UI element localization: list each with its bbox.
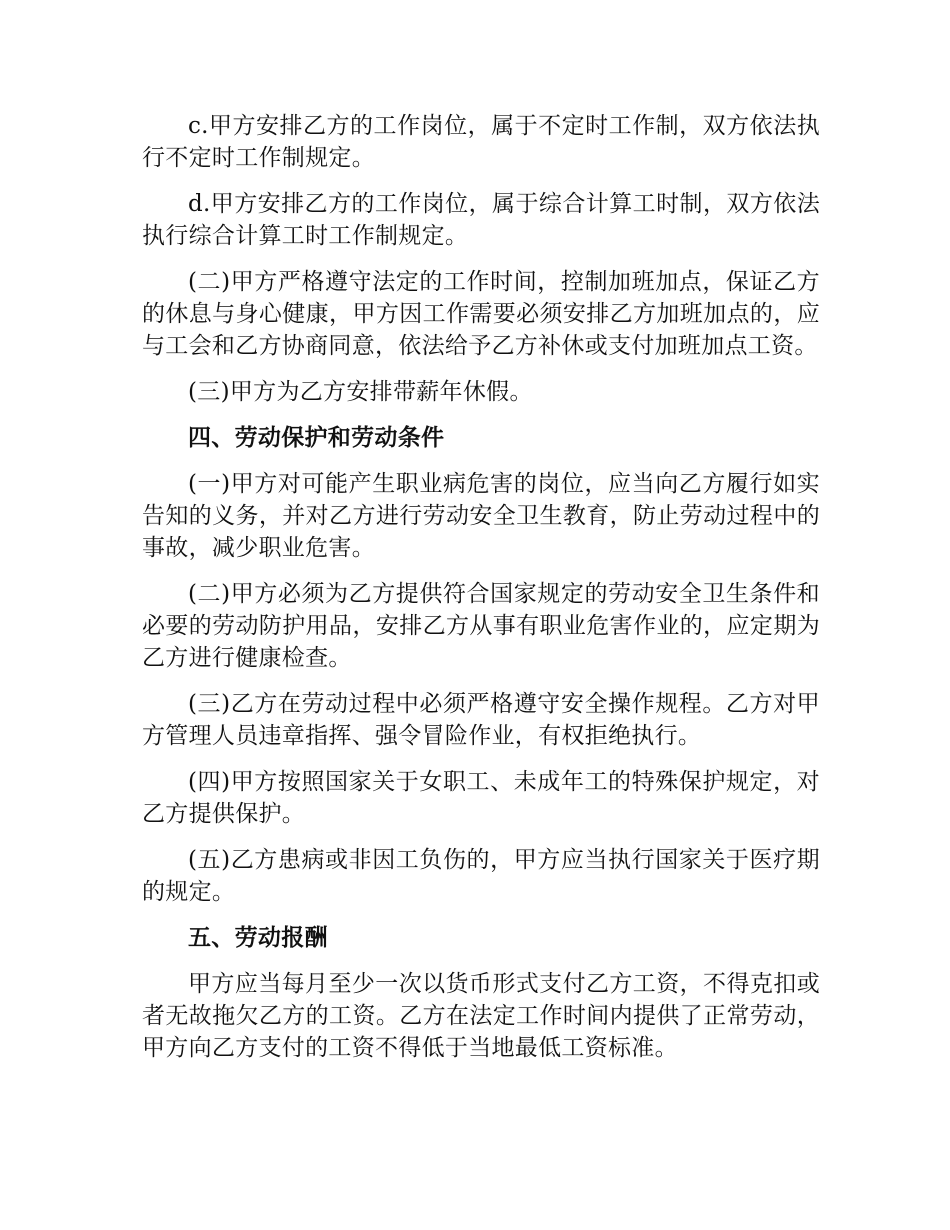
para-4-5-medical-period: (五)乙方患病或非因工负伤的，甲方应当执行国家关于医疗期的规定。 <box>142 847 820 905</box>
para-5-wages: 甲方应当每月至少一次以货币形式支付乙方工资，不得克扣或者无故拖欠乙方的工资。乙方在法定工作时间内提供了正常劳动，甲方向乙方支付的工资不得低于当地最低工资标准。 <box>142 971 820 1061</box>
section-heading-4: 四、劳动保护和劳动条件 <box>188 425 445 451</box>
para-4-4-special-protection: (四)甲方按照国家关于女职工、未成年工的特殊保护规定，对乙方提供保护。 <box>142 769 820 827</box>
para-3-paid-leave: (三)甲方为乙方安排带薪年休假。 <box>188 379 533 405</box>
para-2-overtime: (二)甲方严格遵守法定的工作时间，控制加班加点，保证乙方的休息与身心健康，甲方因工作需要必须安排乙方加班加点的，应与工会和乙方协商同意，依法给予乙方补休或支付加班加点工资。 <box>142 269 820 359</box>
para-c-irregular-hours: c.甲方安排乙方的工作岗位，属于不定时工作制，双方依法执行不定时工作制规定。 <box>142 113 820 171</box>
para-4-1-occupational-hazard: (一)甲方对可能产生职业病危害的岗位，应当向乙方履行如实告知的义务，并对乙方进行劳动安全卫生教育，防止劳动过程中的事故，减少职业危害。 <box>142 471 820 561</box>
para-d-comprehensive-hours: d.甲方安排乙方的工作岗位，属于综合计算工时制，双方依法执行综合计算工时工作制规定。 <box>142 191 820 249</box>
para-4-3-safety-rules: (三)乙方在劳动过程中必须严格遵守安全操作规程。乙方对甲方管理人员违章指挥、强令冒险作业，有权拒绝执行。 <box>142 691 820 749</box>
para-4-2-safety-conditions: (二)甲方必须为乙方提供符合国家规定的劳动安全卫生条件和必要的劳动防护用品，安排乙方从事有职业危害作业的，应定期为乙方进行健康检查。 <box>142 581 820 671</box>
section-heading-5: 五、劳动报酬 <box>188 925 328 951</box>
